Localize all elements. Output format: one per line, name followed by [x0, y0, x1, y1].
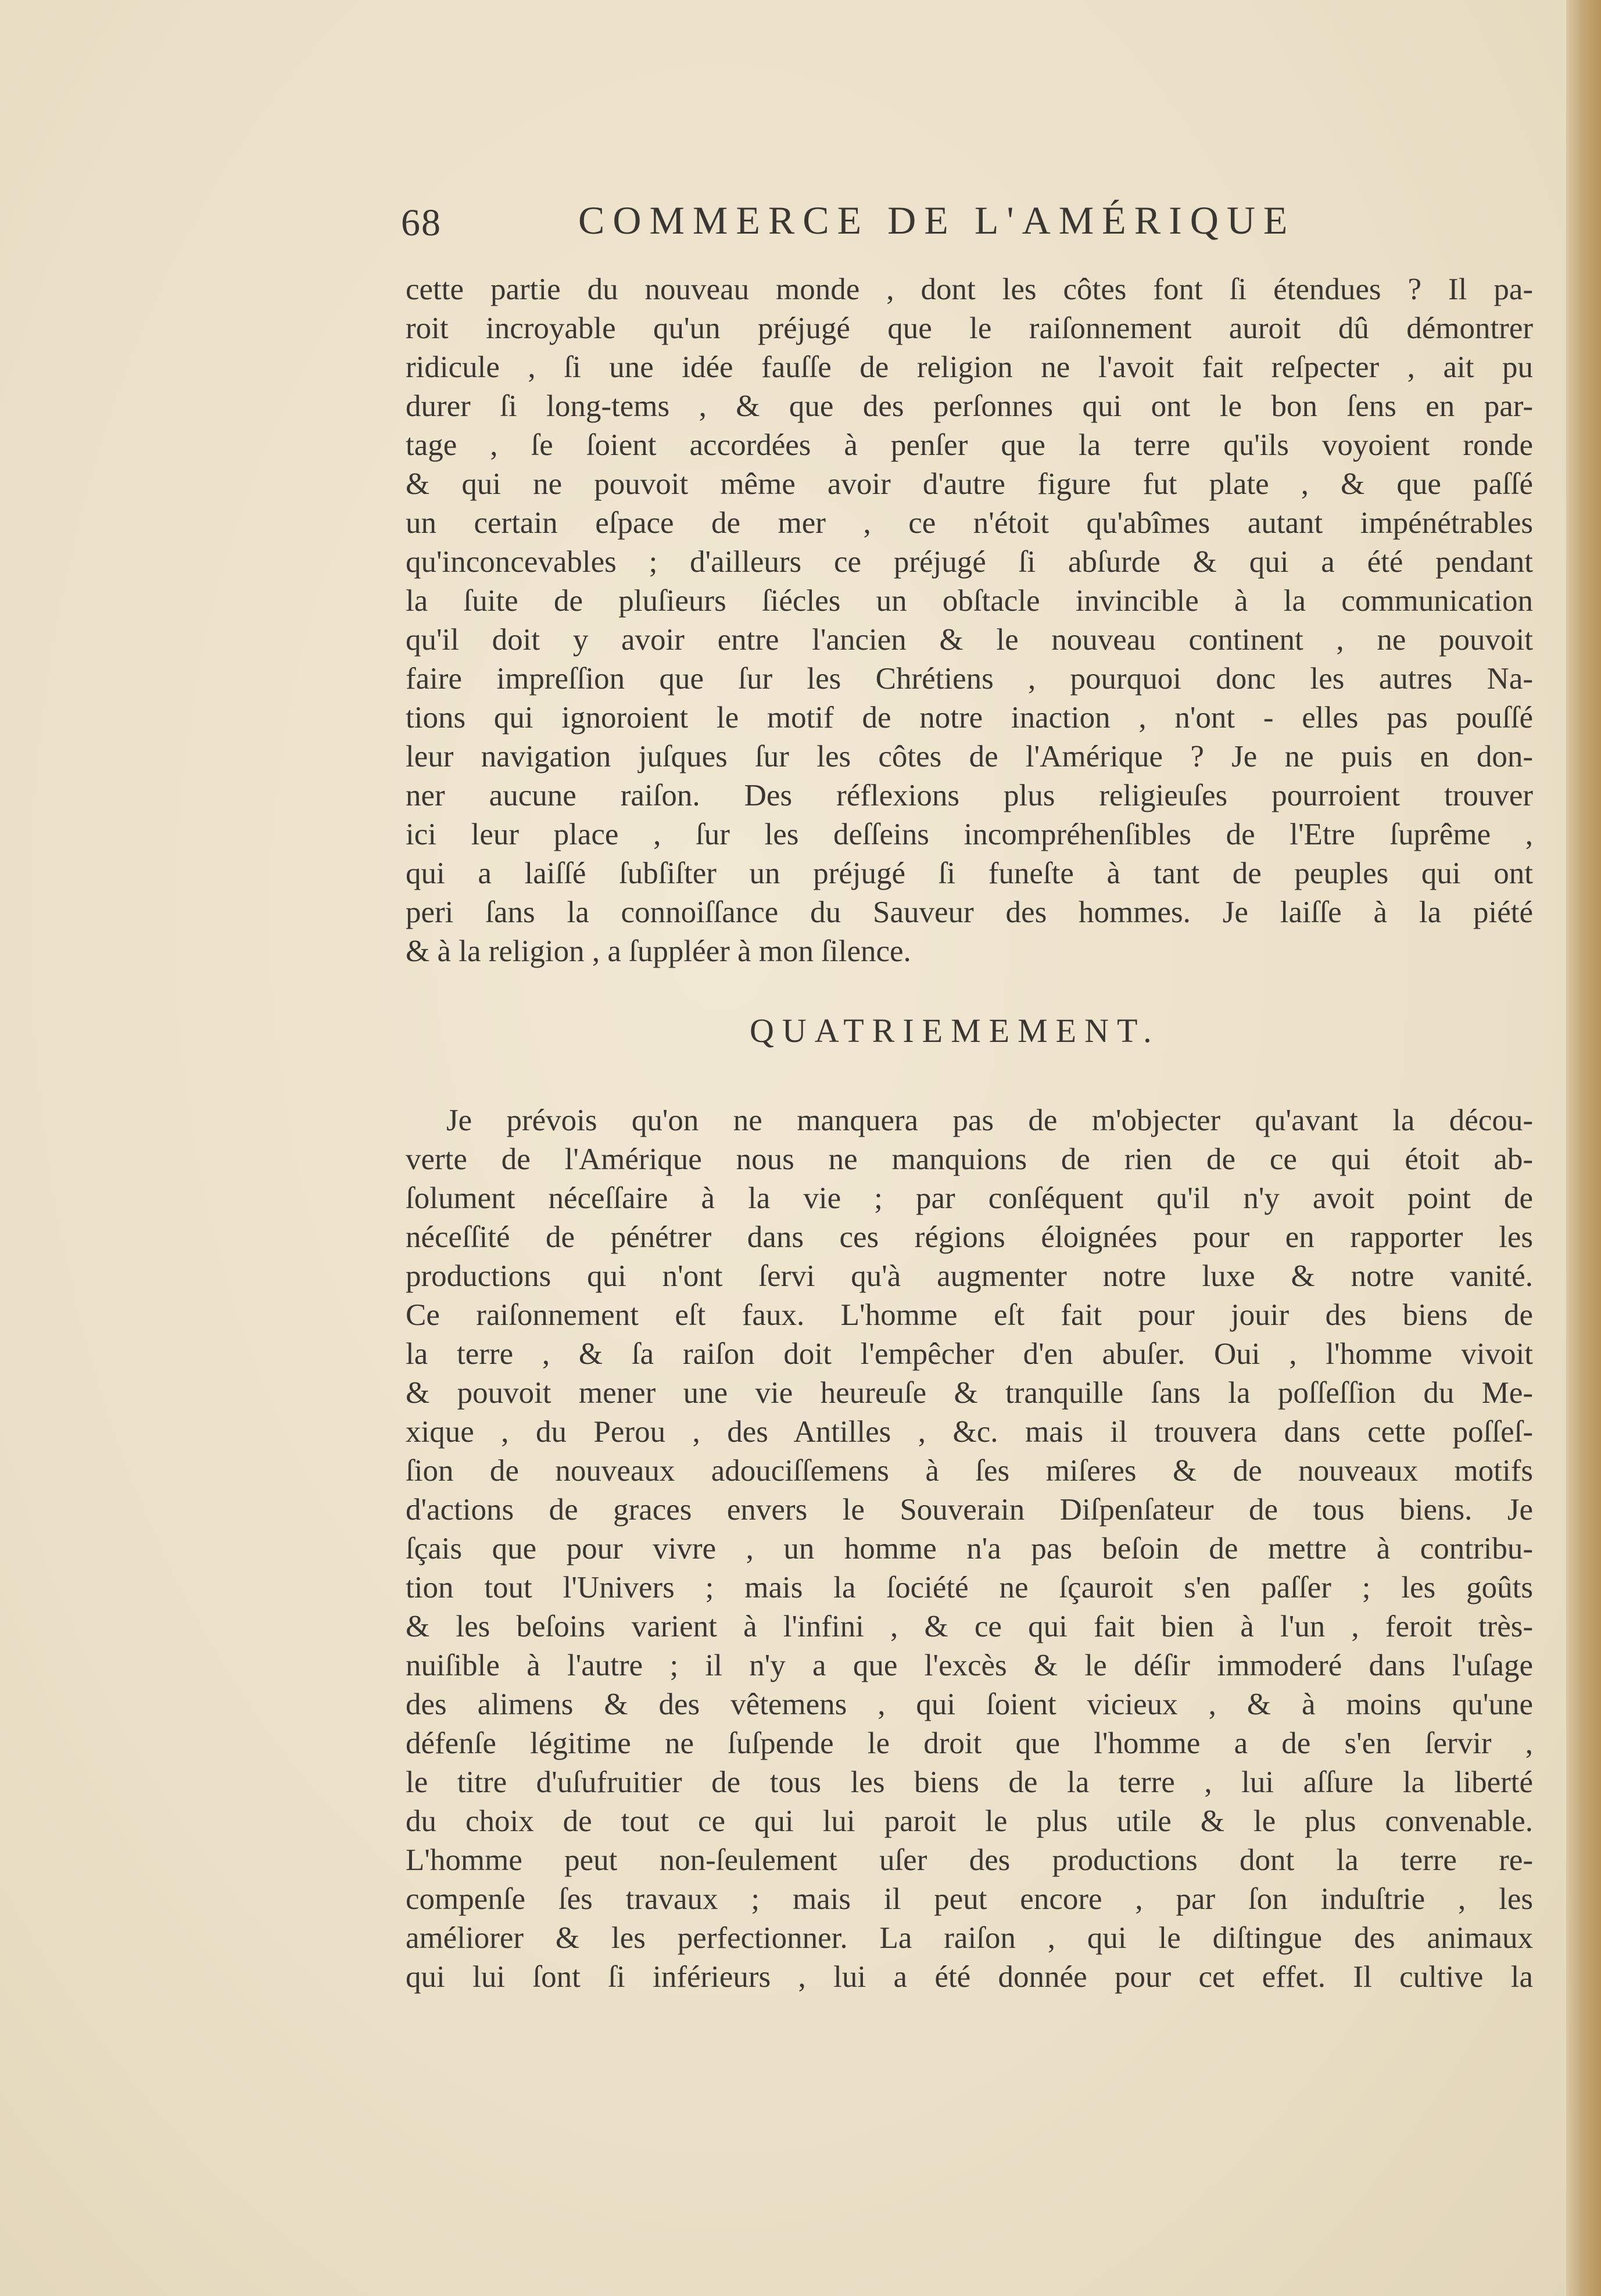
text-line: ici leur place , ſur les deſſeins incompréhenſibles de l'Etre ſuprême ,: [406, 818, 1533, 851]
text-line: qu'il doit y avoir entre l'ancien & le nouveau continent , ne pouvoit: [406, 623, 1533, 657]
paragraph-quatriemement: [406, 1101, 1533, 1997]
text-line: qu'inconcevables ; d'ailleurs ce préjugé ſi abſurde & qui a été pendant: [406, 545, 1533, 579]
text-line: tage , ſe ſoient accordées à penſer que la terre qu'ils voyoient ronde: [406, 428, 1533, 462]
text-line: ner aucune raiſon. Des réflexions plus religieuſes pourroient trouver: [406, 779, 1533, 812]
text-line: ſion de nouveaux adouciſſemens à ſes miſeres & de nouveaux motifs: [406, 1454, 1533, 1488]
text-line: xique , du Perou , des Antilles , &c. mais il trouvera dans cette poſſeſ-: [406, 1415, 1533, 1449]
text-line: d'actions de graces envers le Souverain Diſpenſateur de tous biens. Je: [406, 1493, 1533, 1527]
text-line: le titre d'uſufruitier de tous les biens de la terre , lui aſſure la liberté: [406, 1765, 1533, 1799]
page-number: 68: [401, 202, 442, 244]
text-line: verte de l'Amérique nous ne manquions de rien de ce qui étoit ab-: [406, 1142, 1533, 1176]
text-line: la terre , & ſa raiſon doit l'empêcher d'en abuſer. Oui , l'homme vivoit: [406, 1337, 1533, 1371]
text-line: & les beſoins varient à l'infini , & ce qui fait bien à l'un , feroit très-: [406, 1610, 1533, 1643]
text-line: du choix de tout ce qui lui paroit le plus utile & le plus convenable.: [406, 1804, 1533, 1838]
text-line: durer ſi long-tems , & que des perſonnes qui ont le bon ſens en par-: [406, 389, 1533, 423]
text-line: & qui ne pouvoit même avoir d'autre figure fut plate , & que paſſé: [406, 467, 1533, 501]
text-line: améliorer & les perfectionner. La raiſon , qui le diſtingue des animaux: [406, 1921, 1533, 1955]
text-line: qui lui ſont ſi inférieurs , lui a été donnée pour cet effet. Il cultive la: [406, 1960, 1533, 1994]
page-header: [401, 198, 1401, 250]
text-line: productions qui n'ont ſervi qu'à augmenter notre luxe & notre vanité.: [406, 1259, 1533, 1293]
text-line: compenſe ſes travaux ; mais il peut encore , par ſon induſtrie , les: [406, 1882, 1533, 1916]
text-line: & à la religion , a ſuppléer à mon ſilence.: [406, 934, 911, 968]
text-line: des alimens & des vêtemens , qui ſoient vicieux , & à moins qu'une: [406, 1688, 1533, 1721]
text-line: roit incroyable qu'un préjugé que le raiſonnement auroit dû démontrer: [406, 311, 1533, 345]
text-line: ridicule , ſi une idée fauſſe de religion ne l'avoit fait reſpecter , ait pu: [406, 350, 1533, 384]
text-line: la ſuite de pluſieurs ſiécles un obſtacle invincible à la communication: [406, 584, 1533, 618]
running-title: COMMERCE DE L'AMÉRIQUE: [578, 198, 1296, 242]
text-line: ſolument néceſſaire à la vie ; par conſéquent qu'il n'y avoit point de: [406, 1181, 1533, 1215]
text-line: ſçais que pour vivre , un homme n'a pas beſoin de mettre à contribu-: [406, 1532, 1533, 1566]
text-line: & pouvoit mener une vie heureuſe & tranquille ſans la poſſeſſion du Me-: [406, 1376, 1533, 1410]
text-line: nuiſible à l'autre ; il n'y a que l'excès & le déſir immoderé dans l'uſage: [406, 1649, 1533, 1682]
text-line: qui a laiſſé ſubſiſter un préjugé ſi funeſte à tant de peuples qui ont: [406, 857, 1533, 890]
text-line: tion tout l'Univers ; mais la ſociété ne ſçauroit s'en paſſer ; les goûts: [406, 1571, 1533, 1604]
text-line: Ce raiſonnement eſt faux. L'homme eſt fait pour jouir des biens de: [406, 1298, 1533, 1332]
text-line: cette partie du nouveau monde , dont les côtes font ſi étendues ? Il pa-: [406, 273, 1533, 306]
paragraph-continued: [406, 270, 1533, 971]
text-line: Je prévois qu'on ne manquera pas de m'objecter qu'avant la décou-: [446, 1104, 1533, 1137]
section-heading: QUATRIEMEMENT.: [750, 1012, 1160, 1050]
text-line: tions qui ignoroient le motif de notre inaction , n'ont - elles pas pouſſé: [406, 701, 1533, 735]
text-line: leur navigation juſques ſur les côtes de l'Amérique ? Je ne puis en don-: [406, 740, 1533, 773]
text-line: L'homme peut non-ſeulement uſer des productions dont la terre re-: [406, 1843, 1533, 1877]
text-line: un certain eſpace de mer , ce n'étoit qu'abîmes autant impénétrables: [406, 506, 1533, 540]
text-line: faire impreſſion que ſur les Chrétiens , pourquoi donc les autres Na-: [406, 662, 1533, 696]
page-edge-shadow: [1566, 0, 1601, 2296]
text-line: néceſſité de pénétrer dans ces régions éloignées pour en rapporter les: [406, 1220, 1533, 1254]
text-line: défenſe légitime ne ſuſpende le droit que l'homme a de s'en ſervir ,: [406, 1727, 1533, 1760]
text-line: peri ſans la connoiſſance du Sauveur des hommes. Je laiſſe à la piété: [406, 896, 1533, 929]
